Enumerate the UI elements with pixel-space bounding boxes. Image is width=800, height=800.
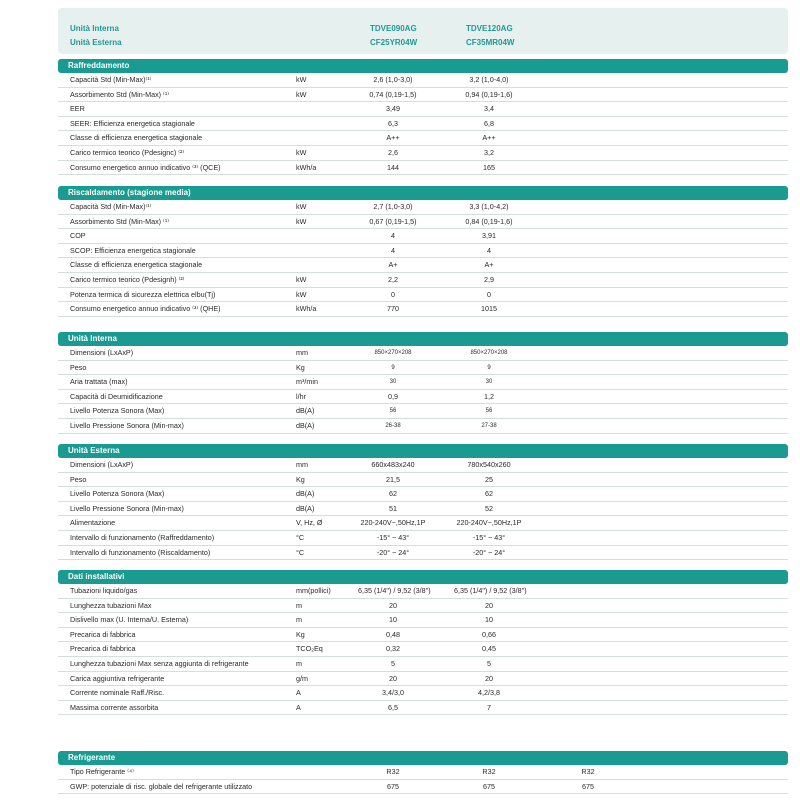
value-model2: 10: [485, 615, 493, 625]
row-unit: kW: [296, 216, 307, 226]
value-model1: 6,3: [388, 118, 398, 128]
row-unit: g/m: [296, 673, 308, 683]
section-title: Unità Esterna: [58, 444, 788, 458]
table-row: [58, 229, 788, 244]
value-model1: 4: [391, 245, 395, 255]
table-row: [58, 487, 788, 502]
row-unit: V, Hz, Ø: [296, 518, 323, 528]
table-row: [58, 516, 788, 531]
row-label: Dimensioni (LxAxP): [70, 460, 134, 469]
table-row: [58, 258, 788, 273]
value-model2: 3,3 (1,0-4,2): [469, 202, 509, 211]
row-unit: Kg: [296, 474, 305, 484]
value-model2: 850×270×208: [470, 350, 508, 356]
table-row: [58, 780, 788, 795]
indoor-unit-label: Unità Interna: [70, 24, 119, 33]
table-row: [58, 531, 788, 546]
row-label: Capacità di Deumidificazione: [70, 391, 163, 401]
row-label: Carico termico teorico (Pdesignh) ⁽²⁾: [70, 274, 185, 284]
value-model1: 0,32: [386, 644, 400, 654]
value-model1: 20: [389, 600, 397, 610]
table-row: [58, 628, 788, 643]
value-model2: 3,91: [482, 231, 496, 241]
value-model2: 4,2/3,8: [478, 688, 500, 698]
table-row: [58, 244, 788, 259]
table-row: [58, 686, 788, 701]
table-row: [58, 502, 788, 517]
value-model2: A+: [484, 260, 494, 270]
table-row: [58, 390, 788, 405]
section-cooling: [58, 59, 788, 175]
value-model1: 660x483x240: [371, 460, 415, 469]
row-label: Capacità Std (Min-Max)⁽¹⁾: [70, 75, 152, 84]
value-model1: 2,7 (1,0-3,0): [373, 202, 413, 211]
value-model2: 220-240V~,50Hz,1P: [456, 518, 522, 528]
value-model2: 675: [483, 781, 495, 791]
row-unit: dB(A): [296, 489, 315, 499]
row-label: GWP: potenziale di risc. globale del refrigerante utilizzato: [70, 781, 253, 791]
row-label: COP: [70, 231, 86, 241]
value-model2: -15° ~ 43°: [472, 532, 506, 542]
row-unit: Kg: [296, 362, 305, 372]
header-box: [58, 8, 788, 54]
row-label: Corrente nominale Raff./Risc.: [70, 688, 165, 698]
table-row: [58, 102, 788, 117]
value-model1: 5: [391, 658, 395, 668]
row-label: Assorbimento Std (Min-Max) ⁽¹⁾: [70, 89, 169, 99]
row-label: Lunghezza tubazioni Max senza aggiunta di refrigerante: [70, 658, 249, 668]
table-row: [58, 288, 788, 303]
value-model2: -20° ~ 24°: [472, 547, 506, 557]
table-row: [58, 146, 788, 161]
value-model1: 3,49: [386, 104, 400, 114]
table-row: [58, 613, 788, 628]
value-model2: 62: [485, 489, 493, 499]
row-label: Precarica di fabbrica: [70, 644, 136, 654]
table-row: [58, 117, 788, 132]
row-label: Livello Potenza Sonora (Max): [70, 406, 165, 416]
row-unit: kWh/a: [296, 162, 317, 172]
row-unit: dB(A): [296, 420, 315, 430]
row-unit: dB(A): [296, 503, 315, 513]
section-title: Refrigerante: [58, 751, 788, 765]
table-row: [58, 302, 788, 317]
value-model2: 0,45: [482, 644, 496, 654]
table-row: [58, 546, 788, 561]
row-unit: Kg: [296, 629, 305, 639]
row-unit: kW: [296, 147, 307, 157]
table-row: [58, 161, 788, 176]
row-unit: A: [296, 702, 301, 712]
table-row: [58, 215, 788, 230]
value-model2: 0: [487, 289, 491, 299]
value-model2: 1,2: [484, 391, 494, 401]
table-row: [58, 375, 788, 390]
value-model1: 0,9: [388, 391, 398, 401]
row-label: Precarica di fabbrica: [70, 629, 136, 639]
value-model2: 6,8: [484, 118, 494, 128]
model2-indoor: TDVE120AG: [466, 24, 513, 33]
value-model1: 9: [391, 364, 395, 371]
value-model2: 3,2: [484, 147, 494, 157]
value-model2: 0,94 (0,19-1,6): [465, 89, 513, 99]
value-model2: 56: [485, 408, 493, 415]
row-label: Livello Potenza Sonora (Max): [70, 489, 165, 499]
row-label: SCOP: Efficienza energetica stagionale: [70, 245, 196, 255]
value-model2: 9: [487, 364, 491, 371]
row-label: Potenza termica di sicurezza elettrica elbu(Tj): [70, 289, 216, 299]
table-row: [58, 584, 788, 599]
value-model2: 5: [487, 658, 491, 668]
row-label: Aria trattata (max): [70, 377, 128, 387]
value-col3: R32: [581, 767, 595, 776]
section-refrigerant: [58, 751, 788, 794]
row-unit: kW: [296, 75, 307, 84]
value-model2: 0,66: [482, 629, 496, 639]
model1-outdoor: CF25YR04W: [370, 38, 418, 47]
row-unit: dB(A): [296, 406, 315, 416]
value-model2: 1015: [481, 304, 497, 314]
row-label: Massima corrente assorbita: [70, 702, 159, 712]
value-model1: 770: [387, 304, 399, 314]
table-row: [58, 404, 788, 419]
section-heating: [58, 186, 788, 317]
value-model2: 20: [485, 673, 493, 683]
row-unit: kW: [296, 289, 307, 299]
value-model2: 20: [485, 600, 493, 610]
value-model1: -20° ~ 24°: [376, 547, 410, 557]
table-row: [58, 701, 788, 716]
row-label: EER: [70, 104, 85, 114]
value-model1: 144: [387, 162, 399, 172]
value-model1: 675: [387, 781, 399, 791]
table-row: [58, 273, 788, 288]
value-model2: 30: [485, 379, 493, 386]
value-model2: 25: [485, 474, 493, 484]
row-label: Carico termico teorico (Pdesignc) ⁽²⁾: [70, 147, 185, 157]
value-model1: 0: [391, 289, 395, 299]
row-unit: A: [296, 688, 301, 698]
value-model1: A++: [386, 133, 400, 143]
table-row: [58, 419, 788, 434]
row-unit: m: [296, 658, 302, 668]
value-model2: 0,84 (0,19-1,6): [465, 216, 513, 226]
section-title: Dati installativi: [58, 570, 788, 584]
value-model1: 62: [389, 489, 397, 499]
row-label: Peso: [70, 474, 87, 484]
table-row: [58, 657, 788, 672]
row-label: Dislivello max (U. Interna/U. Esterna): [70, 615, 189, 625]
value-model1: 51: [389, 503, 397, 513]
value-model1: 56: [389, 408, 397, 415]
row-label: Classe di efficienza energetica stagionale: [70, 260, 203, 270]
model2-outdoor: CF35MR04W: [466, 38, 515, 47]
row-label: Dimensioni (LxAxP): [70, 348, 134, 357]
value-model1: -15° ~ 43°: [376, 532, 410, 542]
table-row: [58, 346, 788, 361]
value-model1: 2,6: [388, 147, 398, 157]
value-model2: 52: [485, 503, 493, 513]
row-label: Consumo energetico annuo indicativo ⁽³⁾ (QHE): [70, 304, 221, 314]
row-label: Tipo Refrigerante ⁽⁴⁾: [70, 767, 134, 776]
section-indoor-unit: [58, 332, 788, 434]
outdoor-unit-label: Unità Esterna: [70, 38, 122, 47]
row-unit: m³/min: [296, 377, 318, 387]
value-model2: 2,9: [484, 274, 494, 284]
value-model2: A++: [482, 133, 496, 143]
table-row: [58, 361, 788, 376]
value-model2: 27-38: [481, 422, 497, 429]
table-row: [58, 88, 788, 103]
value-model1: 850×270×208: [374, 350, 412, 356]
row-label: Consumo energetico annuo indicativo ⁽³⁾ (QCE): [70, 162, 221, 172]
table-row: [58, 458, 788, 473]
table-row: [58, 200, 788, 215]
value-model1: 6,35 (1/4") / 9,52 (3/8"): [358, 586, 431, 595]
row-label: Livello Pressione Sonora (Min-max): [70, 503, 184, 513]
value-model2: 165: [483, 162, 495, 172]
value-model1: 0,48: [386, 629, 400, 639]
table-row: [58, 642, 788, 657]
section-title: Riscaldamento (stagione media): [58, 186, 788, 200]
value-model2: 4: [487, 245, 491, 255]
row-unit: kW: [296, 274, 307, 284]
value-model1: R32: [386, 767, 400, 776]
value-model1: 10: [389, 615, 397, 625]
row-label: Alimentazione: [70, 518, 116, 528]
value-model2: 6,35 (1/4") / 9,52 (3/8"): [454, 586, 527, 595]
value-model1: 2,2: [388, 274, 398, 284]
table-row: [58, 473, 788, 488]
row-unit: m: [296, 615, 302, 625]
value-model2: 7: [487, 702, 491, 712]
table-row: [58, 765, 788, 780]
row-unit: mm(pollici): [296, 586, 331, 595]
row-unit: °C: [296, 532, 305, 542]
row-unit: kW: [296, 202, 307, 211]
value-model1: 220-240V~,50Hz,1P: [360, 518, 426, 528]
section-outdoor-unit: [58, 444, 788, 560]
row-label: Classe di efficienza energetica stagionale: [70, 133, 203, 143]
value-model1: 0,67 (0,19-1,5): [369, 216, 417, 226]
model1-indoor: TDVE090AG: [370, 24, 417, 33]
row-label: Assorbimento Std (Min-Max) ⁽¹⁾: [70, 216, 169, 226]
section-title: Unità Interna: [58, 332, 788, 346]
value-model1: 21,5: [386, 474, 400, 484]
row-label: Peso: [70, 362, 87, 372]
table-row: [58, 73, 788, 88]
value-model1: 0,74 (0,19-1,5): [369, 89, 417, 99]
value-model1: 20: [389, 673, 397, 683]
value-model1: 3,4/3,0: [382, 688, 404, 698]
row-unit: mm: [296, 460, 308, 469]
value-model2: 780x540x260: [467, 460, 511, 469]
row-unit: kW: [296, 89, 307, 99]
value-model1: 2,6 (1,0-3,0): [373, 75, 413, 84]
row-label: SEER: Efficienza energetica stagionale: [70, 118, 195, 128]
value-model1: 26-38: [385, 422, 401, 429]
row-unit: °C: [296, 547, 305, 557]
table-row: [58, 599, 788, 614]
section-installation-data: [58, 570, 788, 715]
row-unit: TCO₂Eq: [296, 644, 323, 654]
value-model1: A+: [388, 260, 398, 270]
row-label: Intervallo di funzionamento (Raffreddamento): [70, 532, 215, 542]
row-unit: mm: [296, 348, 308, 357]
row-label: Lunghezza tubazioni Max: [70, 600, 152, 610]
value-col3: 675: [582, 781, 594, 791]
table-row: [58, 672, 788, 687]
row-label: Intervallo di funzionamento (Riscaldamento): [70, 547, 211, 557]
row-unit: l/hr: [296, 391, 306, 401]
section-title: Raffreddamento: [58, 59, 788, 73]
row-unit: kWh/a: [296, 304, 317, 314]
value-model1: 6,5: [388, 702, 398, 712]
value-model1: 30: [389, 379, 397, 386]
row-label: Tubazioni liquido/gas: [70, 586, 138, 595]
row-label: Capacità Std (Min-Max)⁽¹⁾: [70, 202, 152, 211]
table-row: [58, 131, 788, 146]
value-model2: R32: [482, 767, 496, 776]
row-label: Carica aggiuntiva refrigerante: [70, 673, 165, 683]
row-unit: m: [296, 600, 302, 610]
value-model1: 4: [391, 231, 395, 241]
value-model2: 3,4: [484, 104, 494, 114]
value-model2: 3,2 (1,0-4,0): [469, 75, 509, 84]
row-label: Livello Pressione Sonora (Min-max): [70, 420, 184, 430]
